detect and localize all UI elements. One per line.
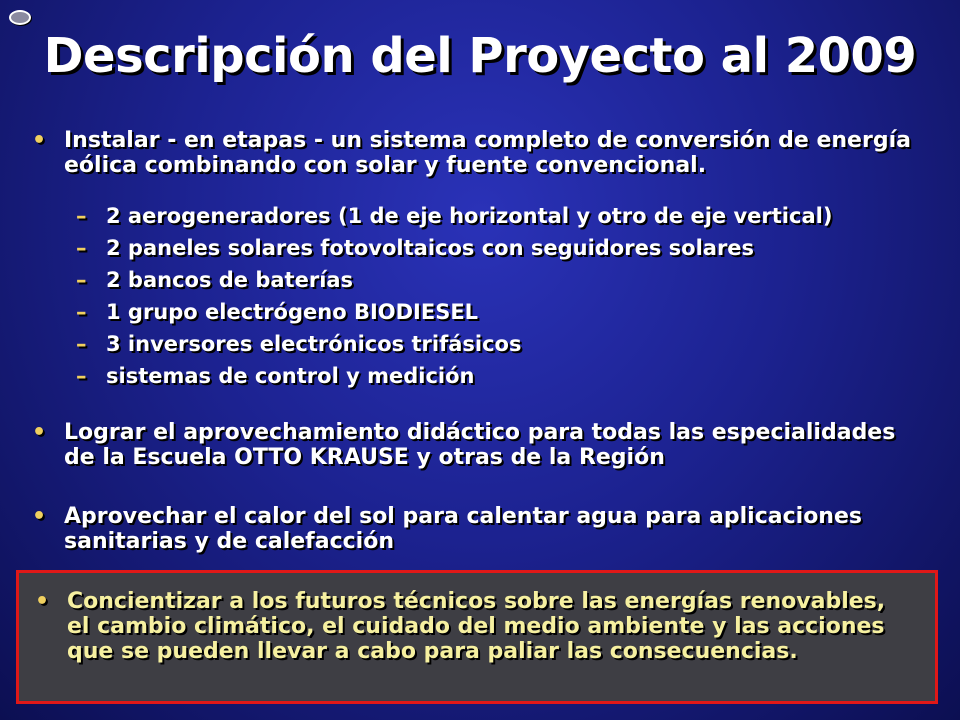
bullet-text: Concientizar a los futuros técnicos sobre las energías renovables, el cambio climático, el cuidado del medio ambiente y las acciones que se pueden llevar a cabo para paliar las consecuencias. bbox=[67, 589, 886, 664]
bullet-item bbox=[32, 128, 932, 178]
sub-item bbox=[76, 332, 936, 357]
sub-item-text: 1 grupo electrógeno BIODIESEL bbox=[106, 300, 479, 324]
bullet-text: Instalar - en etapas - un sistema completo de conversión de energía eólica combinando con solar y fuente convencional. bbox=[64, 128, 911, 178]
sub-item bbox=[76, 236, 936, 261]
highlight-box bbox=[16, 570, 938, 704]
sub-item bbox=[76, 204, 936, 229]
bullet-item bbox=[35, 589, 915, 664]
bullet-text: Aprovechar el calor del sol para calentar agua para aplicaciones sanitarias y de calefacción bbox=[64, 504, 862, 554]
sub-item-text: 3 inversores electrónicos trifásicos bbox=[106, 332, 522, 356]
bullet-item bbox=[32, 504, 932, 554]
sub-item-text: 2 bancos de baterías bbox=[106, 268, 354, 292]
dash-icon: – bbox=[76, 236, 87, 260]
bullet-dot-icon: • bbox=[32, 420, 47, 445]
sub-item-text: 2 paneles solares fotovoltaicos con seguidores solares bbox=[106, 236, 755, 260]
sub-item-text: 2 aerogeneradores (1 de eje horizontal y otro de eje vertical) bbox=[106, 204, 833, 228]
bullet-item bbox=[32, 420, 932, 470]
dash-icon: – bbox=[76, 268, 87, 292]
dash-icon: – bbox=[76, 332, 87, 356]
dash-icon: – bbox=[76, 204, 87, 228]
bullet-dot-icon: • bbox=[32, 128, 47, 153]
bullet-dot-icon: • bbox=[35, 589, 50, 614]
bullet-text: Lograr el aprovechamiento didáctico para todas las especialidades de la Escuela OTTO KRAUSE y otras de la Región bbox=[64, 420, 896, 470]
slide-title: Descripción del Proyecto al 2009 bbox=[43, 28, 917, 84]
sub-item bbox=[76, 364, 936, 389]
dash-icon: – bbox=[76, 364, 87, 388]
bullet-dot-icon: • bbox=[32, 504, 47, 529]
sub-item-text: sistemas de control y medición bbox=[106, 364, 475, 388]
dash-icon: – bbox=[76, 300, 87, 324]
sub-item bbox=[76, 300, 936, 325]
sub-item bbox=[76, 268, 936, 293]
